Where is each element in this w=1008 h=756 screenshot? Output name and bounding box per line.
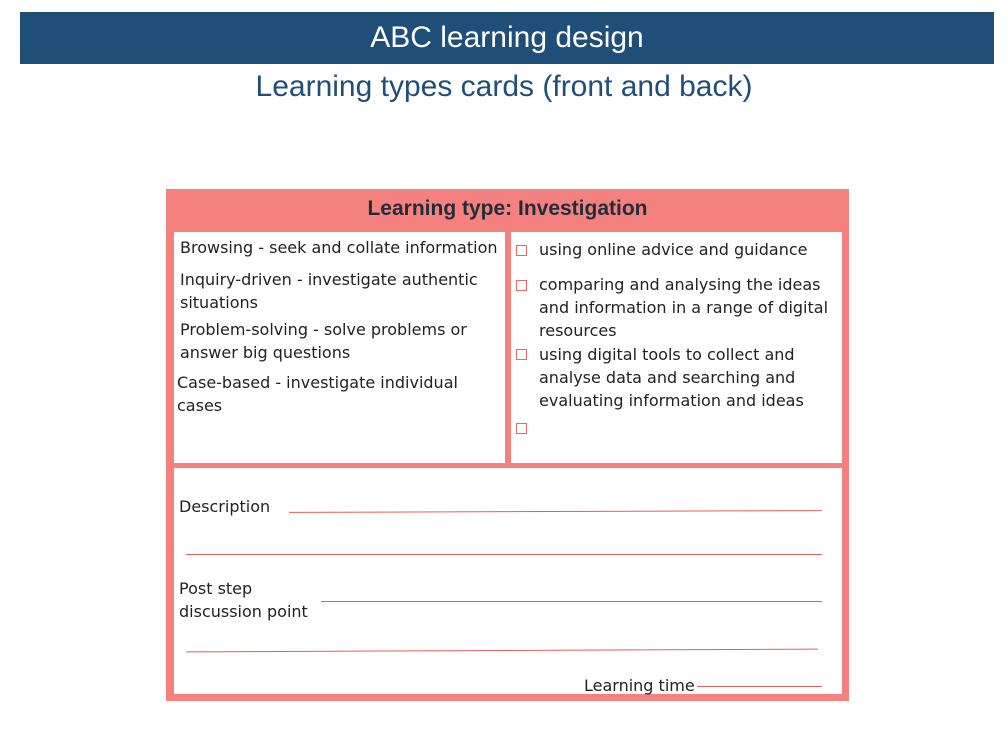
checkbox[interactable] (516, 423, 527, 434)
description-line[interactable] (186, 554, 822, 555)
checkbox[interactable] (516, 280, 527, 291)
post-step-label: Post step discussion point (179, 579, 308, 621)
description-line[interactable] (289, 510, 822, 513)
title-banner (20, 12, 994, 64)
learning-type-card (166, 189, 849, 701)
page-title: ABC learning design (370, 21, 644, 54)
learning-type-list (174, 232, 505, 463)
learning-time-line[interactable] (697, 686, 822, 687)
list-item: Problem-solving - solve problems or answer big questions (180, 320, 467, 362)
activity-checklist (511, 232, 842, 463)
discussion-line[interactable] (321, 601, 822, 602)
list-item: Inquiry-driven - investigate authentic situations (180, 270, 478, 312)
card-title: Learning type: Investigation (367, 197, 648, 220)
list-item: Browsing - seek and collate information (180, 238, 498, 257)
checkbox[interactable] (516, 245, 527, 256)
discussion-line[interactable] (186, 649, 818, 653)
description-label: Description (179, 497, 271, 516)
list-item: Case-based - investigate individual cases (177, 373, 458, 415)
learning-time-label: Learning time (584, 676, 695, 695)
page-subtitle: Learning types cards (front and back) (255, 70, 753, 103)
checklist-item: using digital tools to collect and analyse data and searching and evaluating information and ideas (539, 345, 804, 410)
checkbox[interactable] (516, 349, 527, 360)
card-details (174, 468, 842, 694)
checklist-item: comparing and analysing the ideas and information in a range of digital resources (539, 275, 829, 340)
checklist-item: using online advice and guidance (539, 240, 808, 259)
